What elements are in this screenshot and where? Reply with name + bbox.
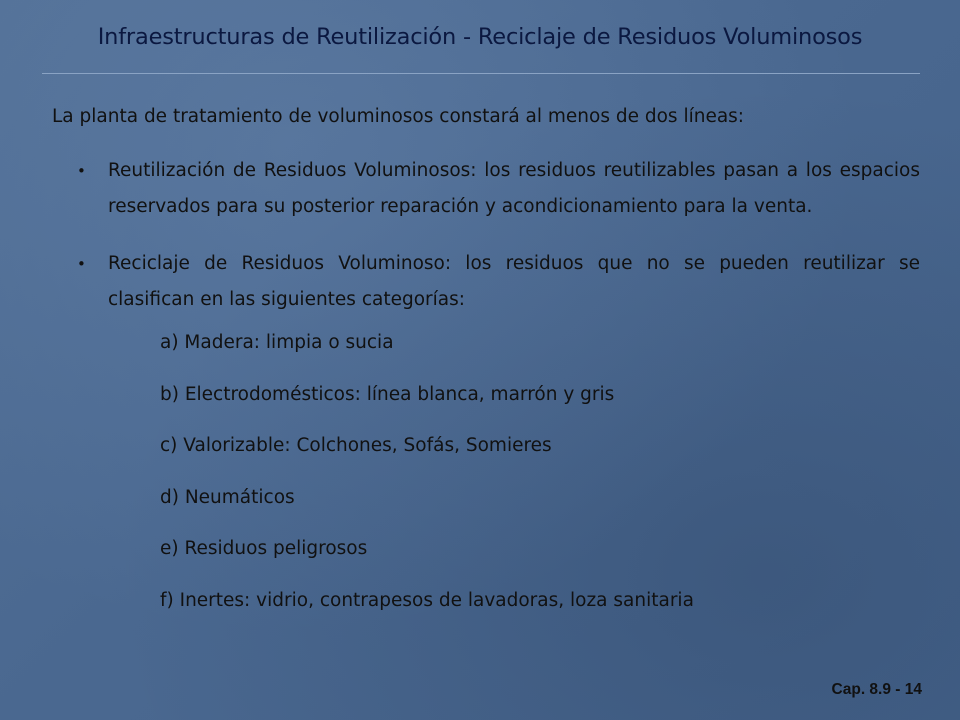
category-list	[52, 327, 920, 636]
bullet-item-reuse	[52, 153, 920, 225]
slide-content	[52, 102, 920, 636]
slide-number: Cap. 8.9 - 14	[831, 681, 922, 698]
bullet-text: Reciclaje de Residuos Voluminoso: los residuos que no se pueden reutilizar se clasifican en las siguientes categorías:	[108, 253, 920, 310]
intro-text: La planta de tratamiento de voluminosos constará al menos de dos líneas:	[52, 106, 745, 127]
category-item: c) Valorizable: Colchones, Sofás, Somieres	[160, 435, 552, 456]
slide-title: Infraestructuras de Reutilización - Reciclaje de Residuos Voluminosos	[97, 24, 863, 50]
bullet-text: Reutilización de Residuos Voluminosos: los residuos reutilizables pasan a los espacios reservados para su posterior reparación y acondicionamiento para la venta.	[108, 160, 920, 217]
bullet-icon: •	[77, 162, 86, 180]
category-item: b) Electrodomésticos: línea blanca, marrón y gris	[160, 383, 615, 405]
category-item: f) Inertes: vidrio, contrapesos de lavadoras, loza sanitaria	[160, 589, 694, 611]
bullet-icon: •	[77, 255, 86, 273]
category-item: a) Madera: limpia o sucia	[160, 332, 394, 353]
bullet-item-recycle	[52, 246, 920, 318]
title-divider	[42, 73, 920, 74]
category-item: d) Neumáticos	[160, 486, 295, 508]
category-item: e) Residuos peligrosos	[160, 538, 368, 559]
